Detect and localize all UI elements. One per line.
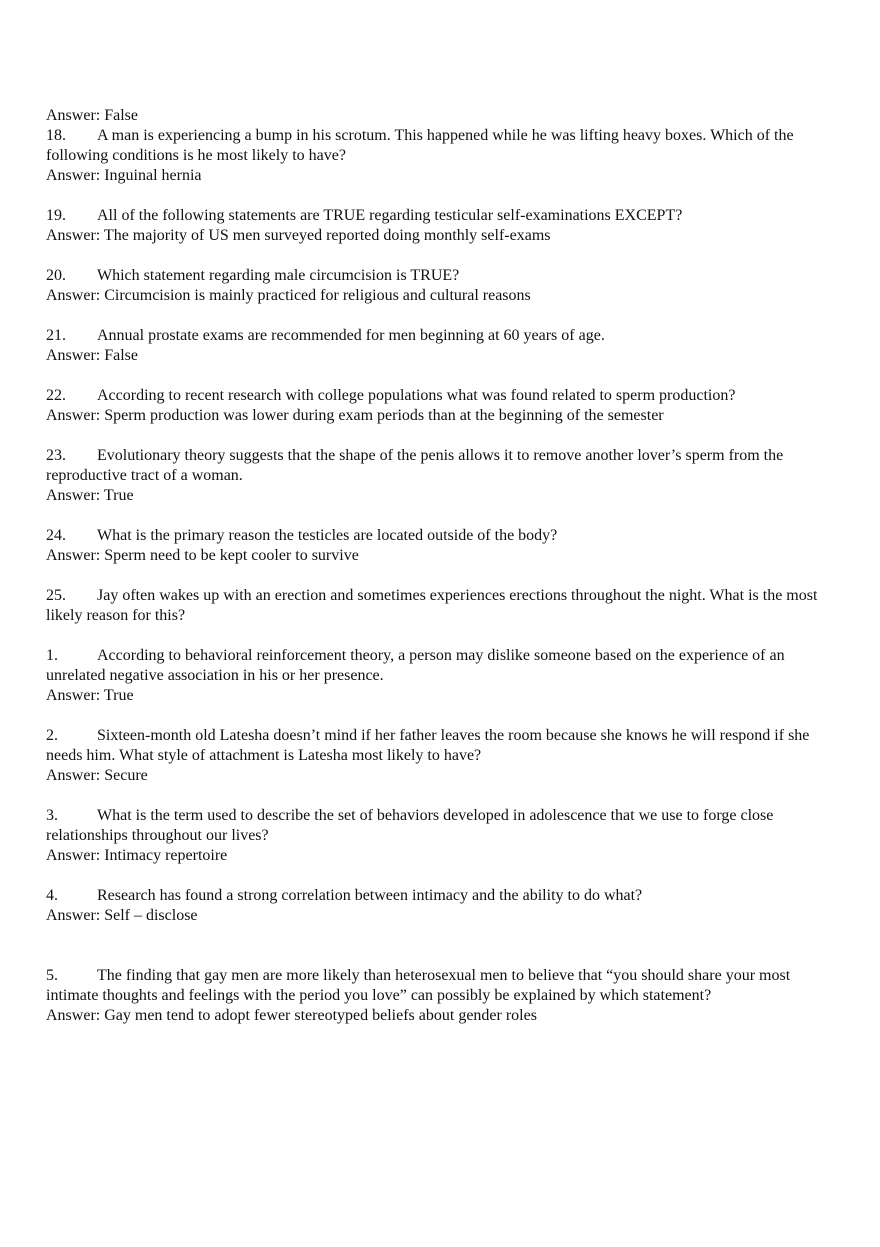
document-page: [46, 106, 836, 1046]
answer-text: Answer: Intimacy repertoire: [46, 847, 228, 864]
answer-text: Answer: Self – disclose: [46, 907, 198, 924]
answer-text: Answer: Circumcision is mainly practiced for religious and cultural reasons: [46, 287, 531, 304]
question-text: 20. Which statement regarding male circumcision is TRUE?: [46, 267, 460, 284]
question-block-22: [46, 386, 836, 426]
question-text: 24. What is the primary reason the testicles are located outside of the body?: [46, 527, 558, 544]
question-text: 2. Sixteen-month old Latesha doesn’t mind if her father leaves the room because she knows he will respond if she needs him. What style of attachment is Latesha most likely to have?: [46, 727, 810, 764]
question-block-18: [46, 126, 836, 186]
question-number: 25.: [46, 587, 66, 604]
answer-text: Answer: True: [46, 687, 134, 704]
question-block-24: [46, 526, 836, 566]
question-number: 20.: [46, 267, 66, 284]
answer-text: Answer: Sperm need to be kept cooler to survive: [46, 547, 359, 564]
question-number: 1.: [46, 647, 58, 664]
answer-text: Answer: Gay men tend to adopt fewer stereotyped beliefs about gender roles: [46, 1007, 537, 1024]
question-number: 23.: [46, 447, 66, 464]
question-block-5: [46, 966, 836, 1026]
question-block-23: [46, 446, 836, 506]
answer-text: Answer: The majority of US men surveyed reported doing monthly self-exams: [46, 227, 551, 244]
question-block-4: [46, 886, 836, 926]
question-number: 2.: [46, 727, 58, 744]
question-number: 5.: [46, 967, 58, 984]
question-text: 1. According to behavioral reinforcement theory, a person may dislike someone based on the experience of an unrelated negative association in his or her presence.: [46, 647, 785, 684]
question-text: 25. Jay often wakes up with an erection and sometimes experiences erections throughout the night. What is the most likely reason for this?: [46, 587, 818, 624]
question-block-3: [46, 806, 836, 866]
question-block-19: [46, 206, 836, 246]
question-text: 19. All of the following statements are TRUE regarding testicular self-examinations EXCEPT?: [46, 207, 683, 224]
lead-answer: Answer: False: [46, 107, 138, 124]
question-block-21: [46, 326, 836, 366]
question-block-2: [46, 726, 836, 786]
question-text: 3. What is the term used to describe the set of behaviors developed in adolescence that we use to forge close relationships throughout our lives?: [46, 807, 774, 844]
answer-text: Answer: Inguinal hernia: [46, 167, 202, 184]
question-text: 23. Evolutionary theory suggests that the shape of the penis allows it to remove another lover’s sperm from the reproductive tract of a woman.: [46, 447, 784, 484]
question-number: 22.: [46, 387, 66, 404]
question-block-1: [46, 646, 836, 706]
question-number: 21.: [46, 327, 66, 344]
question-text: 4. Research has found a strong correlation between intimacy and the ability to do what?: [46, 887, 643, 904]
question-block-25: [46, 586, 836, 626]
question-number: 18.: [46, 127, 66, 144]
question-text: 22. According to recent research with college populations what was found related to sperm production?: [46, 387, 736, 404]
question-number: 19.: [46, 207, 66, 224]
question-text: 21. Annual prostate exams are recommended for men beginning at 60 years of age.: [46, 327, 605, 344]
answer-text: Answer: Secure: [46, 767, 148, 784]
answer-text: Answer: Sperm production was lower during exam periods than at the beginning of the semester: [46, 407, 664, 424]
answer-text: Answer: True: [46, 487, 134, 504]
question-number: 24.: [46, 527, 66, 544]
question-block-20: [46, 266, 836, 306]
answer-text: Answer: False: [46, 347, 138, 364]
question-text: 5. The finding that gay men are more likely than heterosexual men to believe that “you should share your most intimate thoughts and feelings with the period you love” can possibly be explained by which statement?: [46, 967, 791, 1004]
question-number: 3.: [46, 807, 58, 824]
question-text: 18. A man is experiencing a bump in his scrotum. This happened while he was lifting heavy boxes. Which of the following conditions is he most likely to have?: [46, 127, 794, 164]
question-number: 4.: [46, 887, 58, 904]
